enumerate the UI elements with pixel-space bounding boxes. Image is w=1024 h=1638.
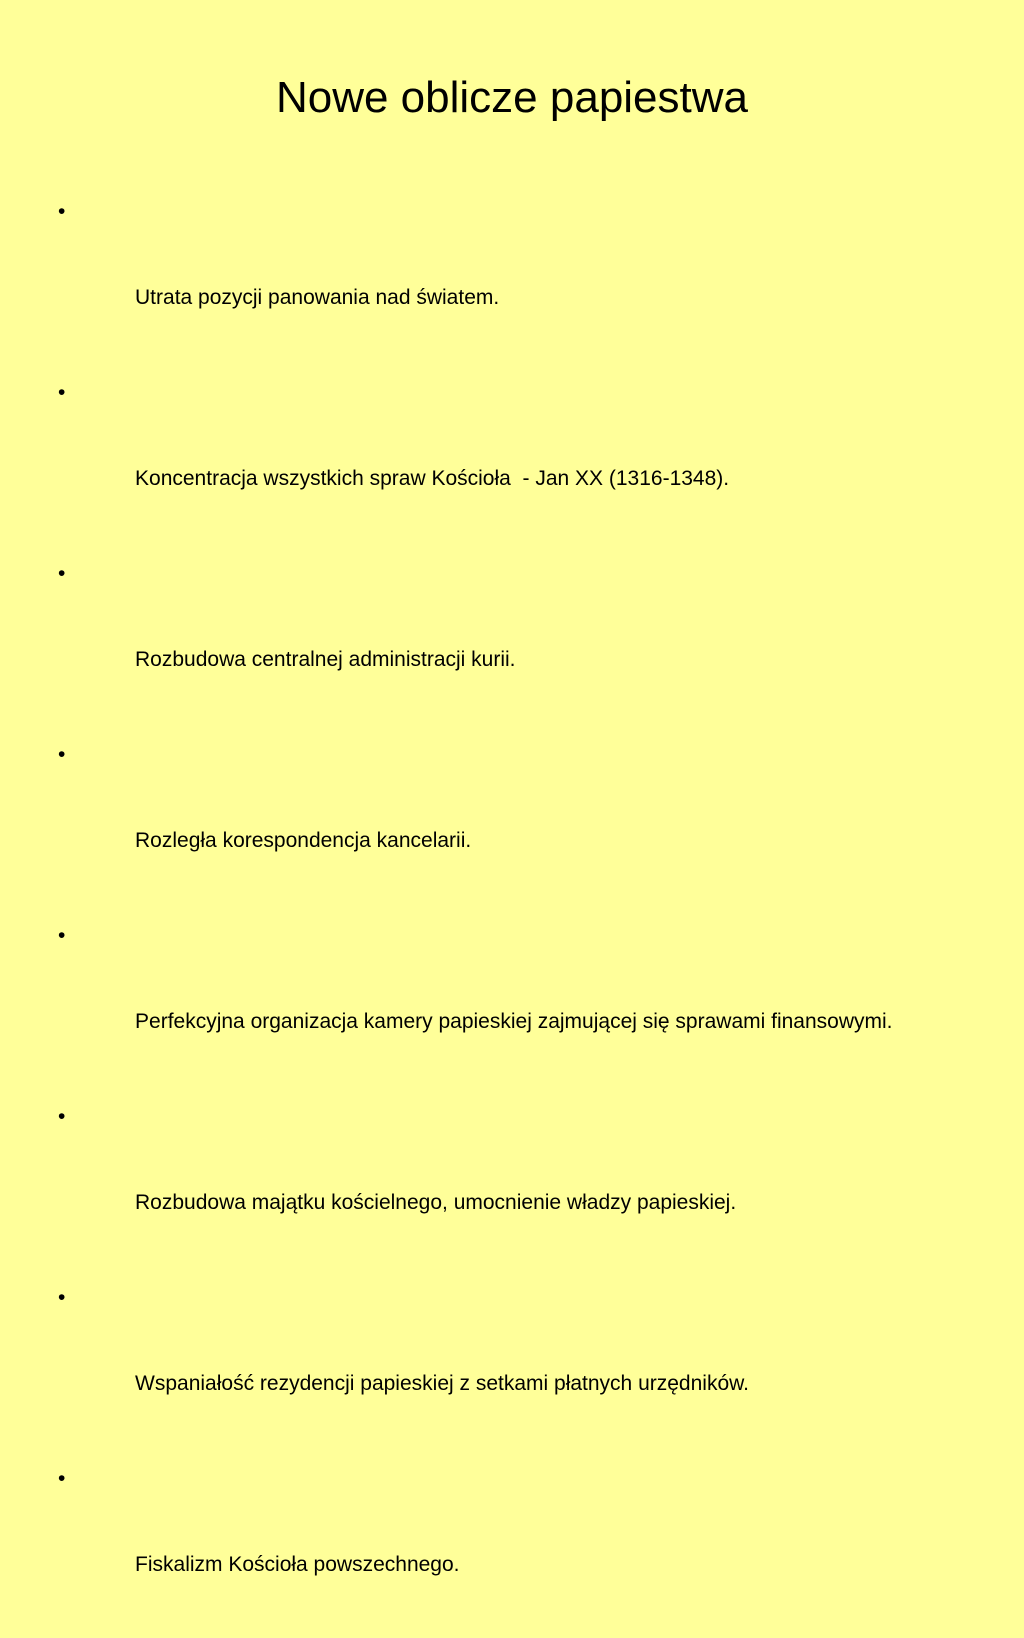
bullet-text: Rozbudowa majątku kościelnego, umocnienie władzy papieskiej. [135,1191,737,1214]
bullet-item [58,1457,958,1629]
bullet-text: Perfekcyjna organizacja kamery papieskiej zajmującej się sprawami finansowymi. [135,1010,893,1033]
bullet-text: Wspaniałość rezydencji papieskiej z setkami płatnych urzędników. [135,1372,749,1395]
bullet-text: Rozległa korespondencja kancelarii. [135,829,472,852]
bullet-dot-icon: • [58,562,66,585]
bullet-item [58,371,958,543]
bullet-list [58,190,958,1638]
bullet-dot-icon: • [58,743,66,766]
slide-title: Nowe oblicze papiestwa [275,73,749,122]
bullet-dot-icon: • [58,924,66,947]
bullet-item [58,1095,958,1267]
bullet-dot-icon: • [58,1286,66,1309]
bullet-dot-icon: • [58,1105,66,1128]
bullet-dot-icon: • [58,200,66,223]
bullet-dot-icon: • [58,381,66,404]
bullet-text: Koncentracja wszystkich spraw Kościoła - Jan XX (1316-1348). [135,467,730,490]
bullet-text: Rozbudowa centralnej administracji kurii. [135,648,516,671]
bullet-item [58,190,958,362]
bullet-item [58,552,958,724]
bullet-dot-icon: • [58,1467,66,1490]
bullet-item [58,914,958,1086]
bullet-item [58,733,958,905]
bullet-text: Fiskalizm Kościoła powszechnego. [135,1553,460,1576]
bullet-text: Utrata pozycji panowania nad światem. [135,286,500,309]
bullet-item [58,1276,958,1448]
